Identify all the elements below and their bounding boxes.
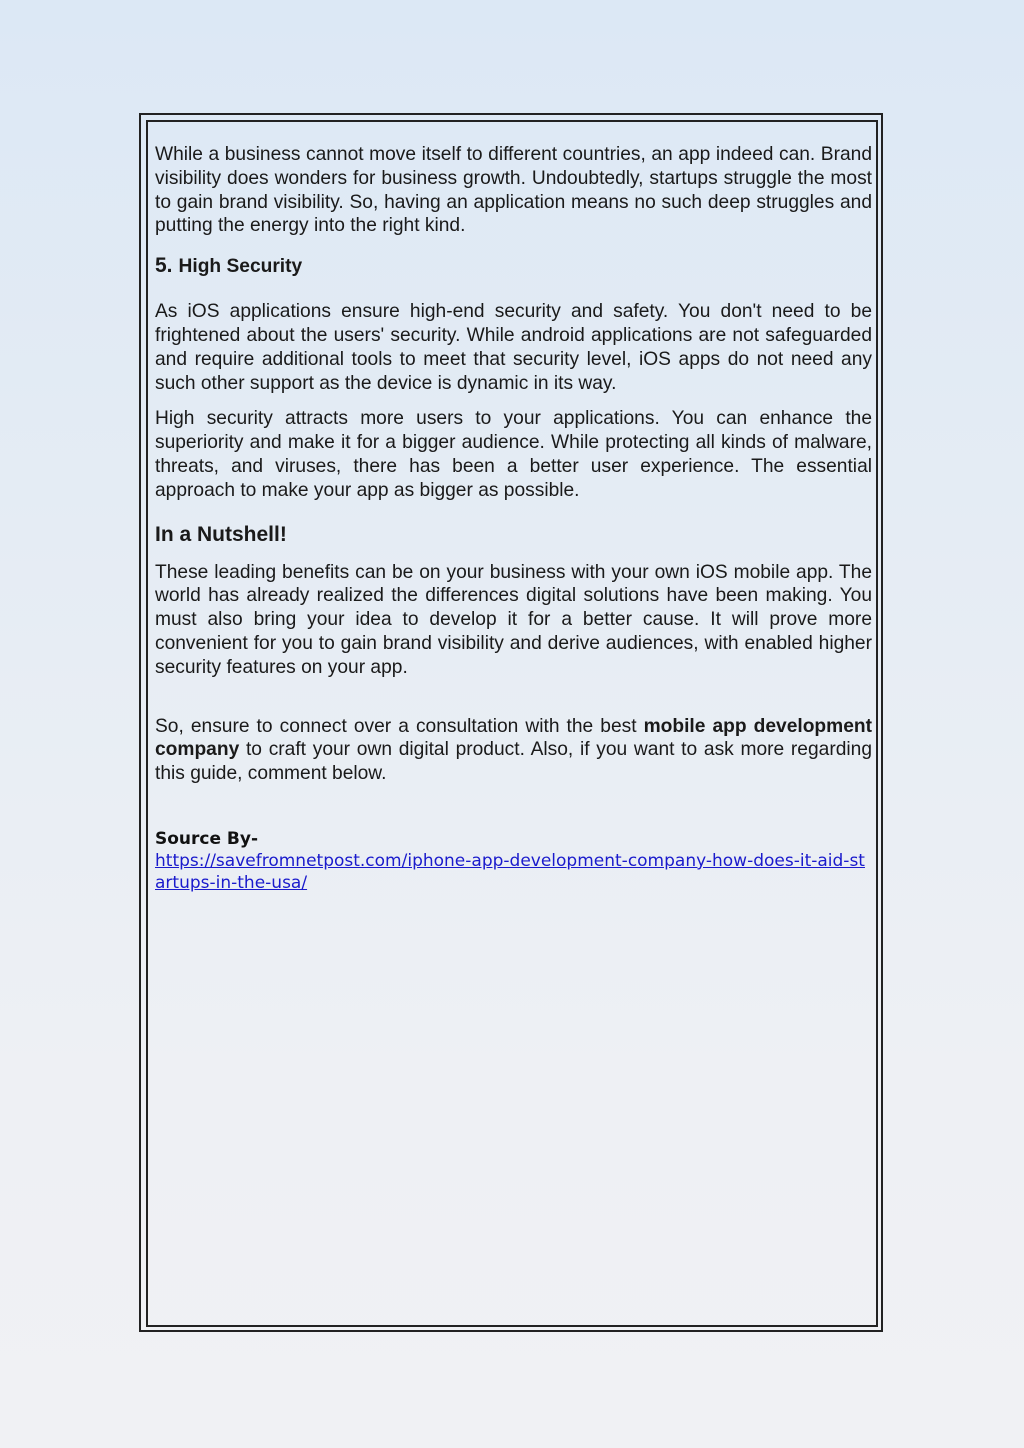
document-content xyxy=(155,143,872,894)
consultation-text-start: So, ensure to connect over a consultation with the best xyxy=(155,715,644,737)
section-title: High Security xyxy=(178,256,303,278)
consultation-text-end: to craft your own digital product. Also, if you want to ask more regarding this guide, comment below. xyxy=(155,739,872,785)
source-label: Source By- xyxy=(155,828,259,849)
source-block xyxy=(155,828,872,894)
paragraph-brand-visibility: While a business cannot move itself to different countries, an app indeed can. Brand visibility does wonders for business growth. Undoubtedly, startups struggle the most to gain brand visibility. So, having an application means no such deep struggles and putting the energy into the right kind. xyxy=(155,144,872,237)
paragraph-security-users: High security attracts more users to your applications. You can enhance the superiority and make it for a bigger audience. While protecting all kinds of malware, threats, and viruses, there has been a better user experience. The essential approach to make your app as bigger as possible. xyxy=(155,408,872,501)
section-heading-high-security xyxy=(155,254,872,279)
section-heading-nutshell: In a Nutshell! xyxy=(155,522,287,546)
consultation-keyword: mobile app development company xyxy=(155,715,872,761)
paragraph-consultation xyxy=(155,715,872,786)
source-link[interactable]: https://savefromnetpost.com/iphone-app-development-company-how-does-it-aid-startups-in-the-usa/ xyxy=(155,850,865,893)
paragraph-ios-security: As iOS applications ensure high-end security and safety. You don't need to be frightened about the users' security. While android applications are not safeguarded and require additional tools to meet that security level, iOS apps do not need any such other support as the device is dynamic in its way. xyxy=(155,301,872,394)
section-number: 5. xyxy=(155,254,173,278)
paragraph-leading-benefits: These leading benefits can be on your business with your own iOS mobile app. The world has already realized the differences digital solutions have been making. You must also bring your idea to develop it for a better cause. It will prove more convenient for you to gain brand visibility and derive audiences, with enabled higher security features on your app. xyxy=(155,561,872,678)
